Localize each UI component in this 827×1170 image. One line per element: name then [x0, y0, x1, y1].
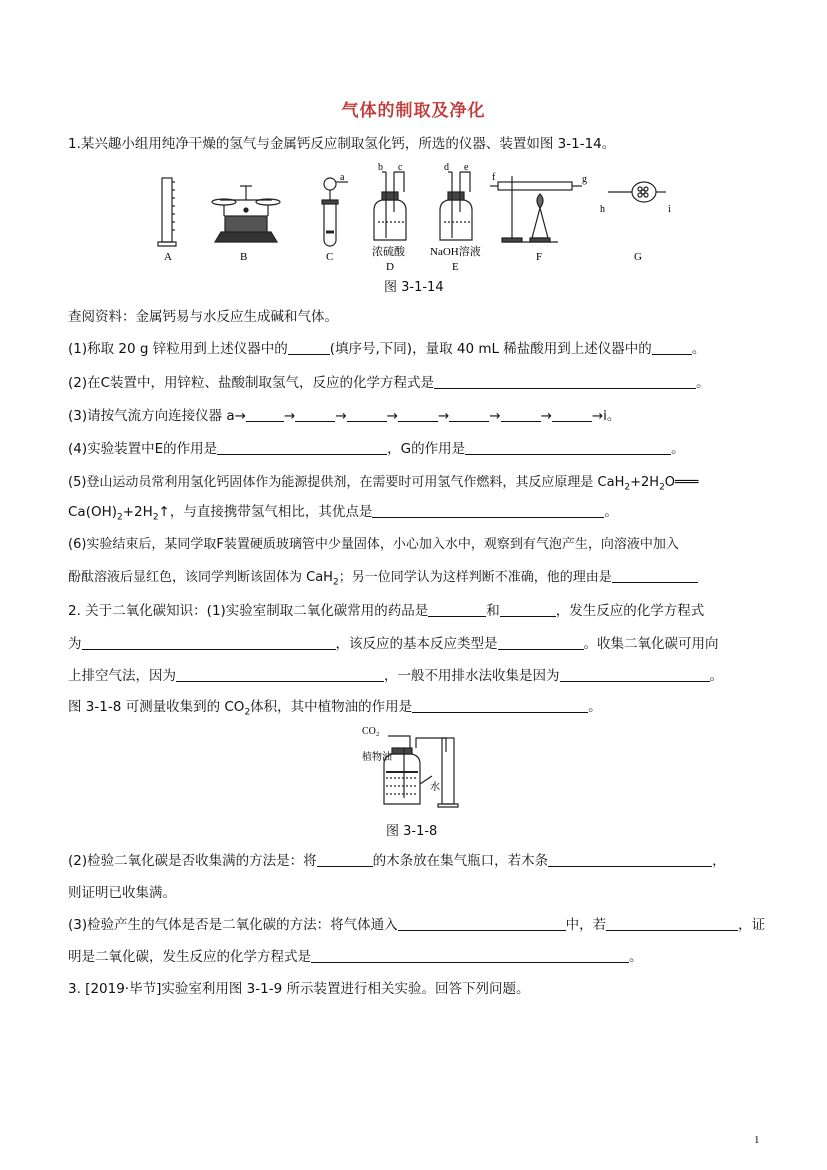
- answer-blank[interactable]: [501, 408, 541, 422]
- page-title: 气体的制取及净化: [341, 101, 486, 121]
- port-label-e: e: [464, 162, 469, 173]
- port-label-b: b: [378, 162, 383, 173]
- wash-bottle-icon: [374, 172, 406, 240]
- apparatus-label-d: D: [386, 261, 394, 272]
- q1-part2: (2)在C装置中，用锌粒、盐酸制取氢气，反应的化学方程式是 。: [68, 375, 710, 391]
- answer-blank[interactable]: [465, 441, 671, 455]
- answer-blank[interactable]: [398, 408, 438, 422]
- reagent-label-d: 浓硫酸: [372, 246, 405, 258]
- fig-label-co2: CO₂: [362, 726, 380, 737]
- port-label-h: h: [600, 204, 605, 215]
- answer-blank[interactable]: [606, 917, 738, 931]
- apparatus-label-a: A: [164, 251, 172, 263]
- heating-stand-icon: [490, 176, 582, 242]
- apparatus-label-b: B: [240, 251, 248, 263]
- q2-part2-line1: (2)检验二氧化碳是否收集满的方法是：将 的木条放在集气瓶口，若木条 ，: [68, 853, 726, 869]
- answer-blank[interactable]: [449, 408, 489, 422]
- q1-part6-line1: (6)实验结束后，某同学取F装置硬质玻璃管中少量固体，小心加入水中，观察到有气泡产生，向溶液中加入: [68, 537, 679, 552]
- apparatus-label-e: E: [452, 261, 459, 272]
- drying-tube-icon: [608, 182, 666, 202]
- fig-label-oil: 植物油: [362, 752, 392, 763]
- figure-caption: 图 3-1-8: [386, 824, 438, 839]
- answer-blank[interactable]: [288, 341, 330, 355]
- answer-blank[interactable]: [246, 408, 284, 422]
- apparatus-figure-3-1-14: [140, 160, 680, 272]
- q3-text: 3. [2019·毕节]实验室利用图 3-1-9 所示装置进行相关实验。回答下列问题。: [68, 981, 530, 997]
- answer-blank[interactable]: [317, 853, 373, 867]
- balance-icon: [212, 186, 280, 242]
- page-number: 1: [754, 1134, 760, 1146]
- test-tube-icon: [322, 178, 348, 246]
- q1-part3: (3)请按气流方向连接仪器 a→ → → → → → → →i。: [68, 408, 621, 424]
- q2-line2: 为 ，该反应的基本反应类型是 。收集二氧化碳可用向: [68, 636, 719, 652]
- q1-part5-line2: $Ca(OH)_2+2H_2↑$，与直接携带氢气相比，其优点是 。: [68, 504, 618, 523]
- answer-blank[interactable]: [498, 636, 584, 650]
- apparatus-label-g: G: [634, 251, 642, 263]
- q1-part6-line2: 酚酞溶液后显红色，该同学判断该固体为 CaH$_2$；另一位同学认为这样判断不准确，他的理由是: [68, 569, 698, 592]
- port-label-a: a: [340, 172, 345, 183]
- figure-caption: 图 3-1-14: [384, 280, 444, 295]
- answer-blank[interactable]: [398, 917, 566, 931]
- answer-blank[interactable]: [552, 408, 592, 422]
- q1-part1: (1)称取 20 g 锌粒用到上述仪器中的 (填序号,下同)，量取 40 mL 稀盐酸用到上述仪器中的 。: [68, 341, 706, 357]
- answer-blank[interactable]: [347, 408, 387, 422]
- answer-blank[interactable]: [612, 569, 698, 583]
- port-label-d: d: [444, 162, 449, 173]
- gas-volume-figure-3-1-8: [360, 722, 470, 816]
- answer-blank[interactable]: [500, 603, 556, 617]
- port-label-g: g: [582, 174, 587, 185]
- answer-blank[interactable]: [176, 668, 384, 682]
- graduated-cylinder-icon: [158, 178, 176, 246]
- q1-part5-line1: (5)登山运动员常利用氢化钙固体作为能源提供剂，在需要时可用氢气作燃料，其反应原理是 $CaH_2+2H_2O═══$: [68, 475, 699, 493]
- port-label-f: f: [492, 172, 496, 183]
- q2-line1: 2. 关于二氧化碳知识：(1)实验室制取二氧化碳常用的药品是 和 ，发生反应的化学方程式: [68, 603, 705, 619]
- answer-blank[interactable]: [372, 504, 604, 518]
- port-label-c: c: [398, 162, 403, 173]
- answer-blank[interactable]: [217, 441, 387, 455]
- fig-label-water: 水: [430, 782, 440, 793]
- answer-blank[interactable]: [434, 375, 696, 389]
- answer-blank[interactable]: [428, 603, 486, 617]
- answer-blank[interactable]: [560, 668, 710, 682]
- answer-blank[interactable]: [82, 636, 336, 650]
- wash-bottle-icon: [440, 172, 472, 240]
- q1-part4: (4)实验装置中E的作用是 ，G的作用是 。: [68, 441, 685, 457]
- q2-part3-line1: (3)检验产生的气体是否是二氧化碳的方法：将气体通入 中，若 ，证: [68, 917, 766, 933]
- apparatus-label-c: C: [326, 251, 334, 263]
- reagent-label-e: NaOH溶液: [430, 246, 481, 258]
- answer-blank[interactable]: [412, 699, 588, 713]
- answer-blank[interactable]: [548, 853, 712, 867]
- q2-part2-line2: 则证明已收集满。: [68, 885, 176, 901]
- q2-part3-line2: 明是二氧化碳，发生反应的化学方程式是 。: [68, 949, 643, 965]
- q1-intro: 1.某兴趣小组用纯净干燥的氢气与金属钙反应制取氢化钙，所选的仪器、装置如图 3-1-14。: [68, 136, 616, 152]
- answer-blank[interactable]: [311, 949, 629, 963]
- port-label-i: i: [668, 204, 671, 215]
- info-text: 查阅资料：金属钙易与水反应生成碱和气体。: [68, 309, 338, 325]
- q2-line3: 上排空气法，因为 ，一般不用排水法收集是因为 。: [68, 668, 723, 684]
- answer-blank[interactable]: [652, 341, 692, 355]
- answer-blank[interactable]: [295, 408, 335, 422]
- apparatus-label-f: F: [536, 251, 543, 263]
- q2-line4: 图 3-1-8 可测量收集到的 $CO_2$体积，其中植物油的作用是 。: [68, 699, 602, 718]
